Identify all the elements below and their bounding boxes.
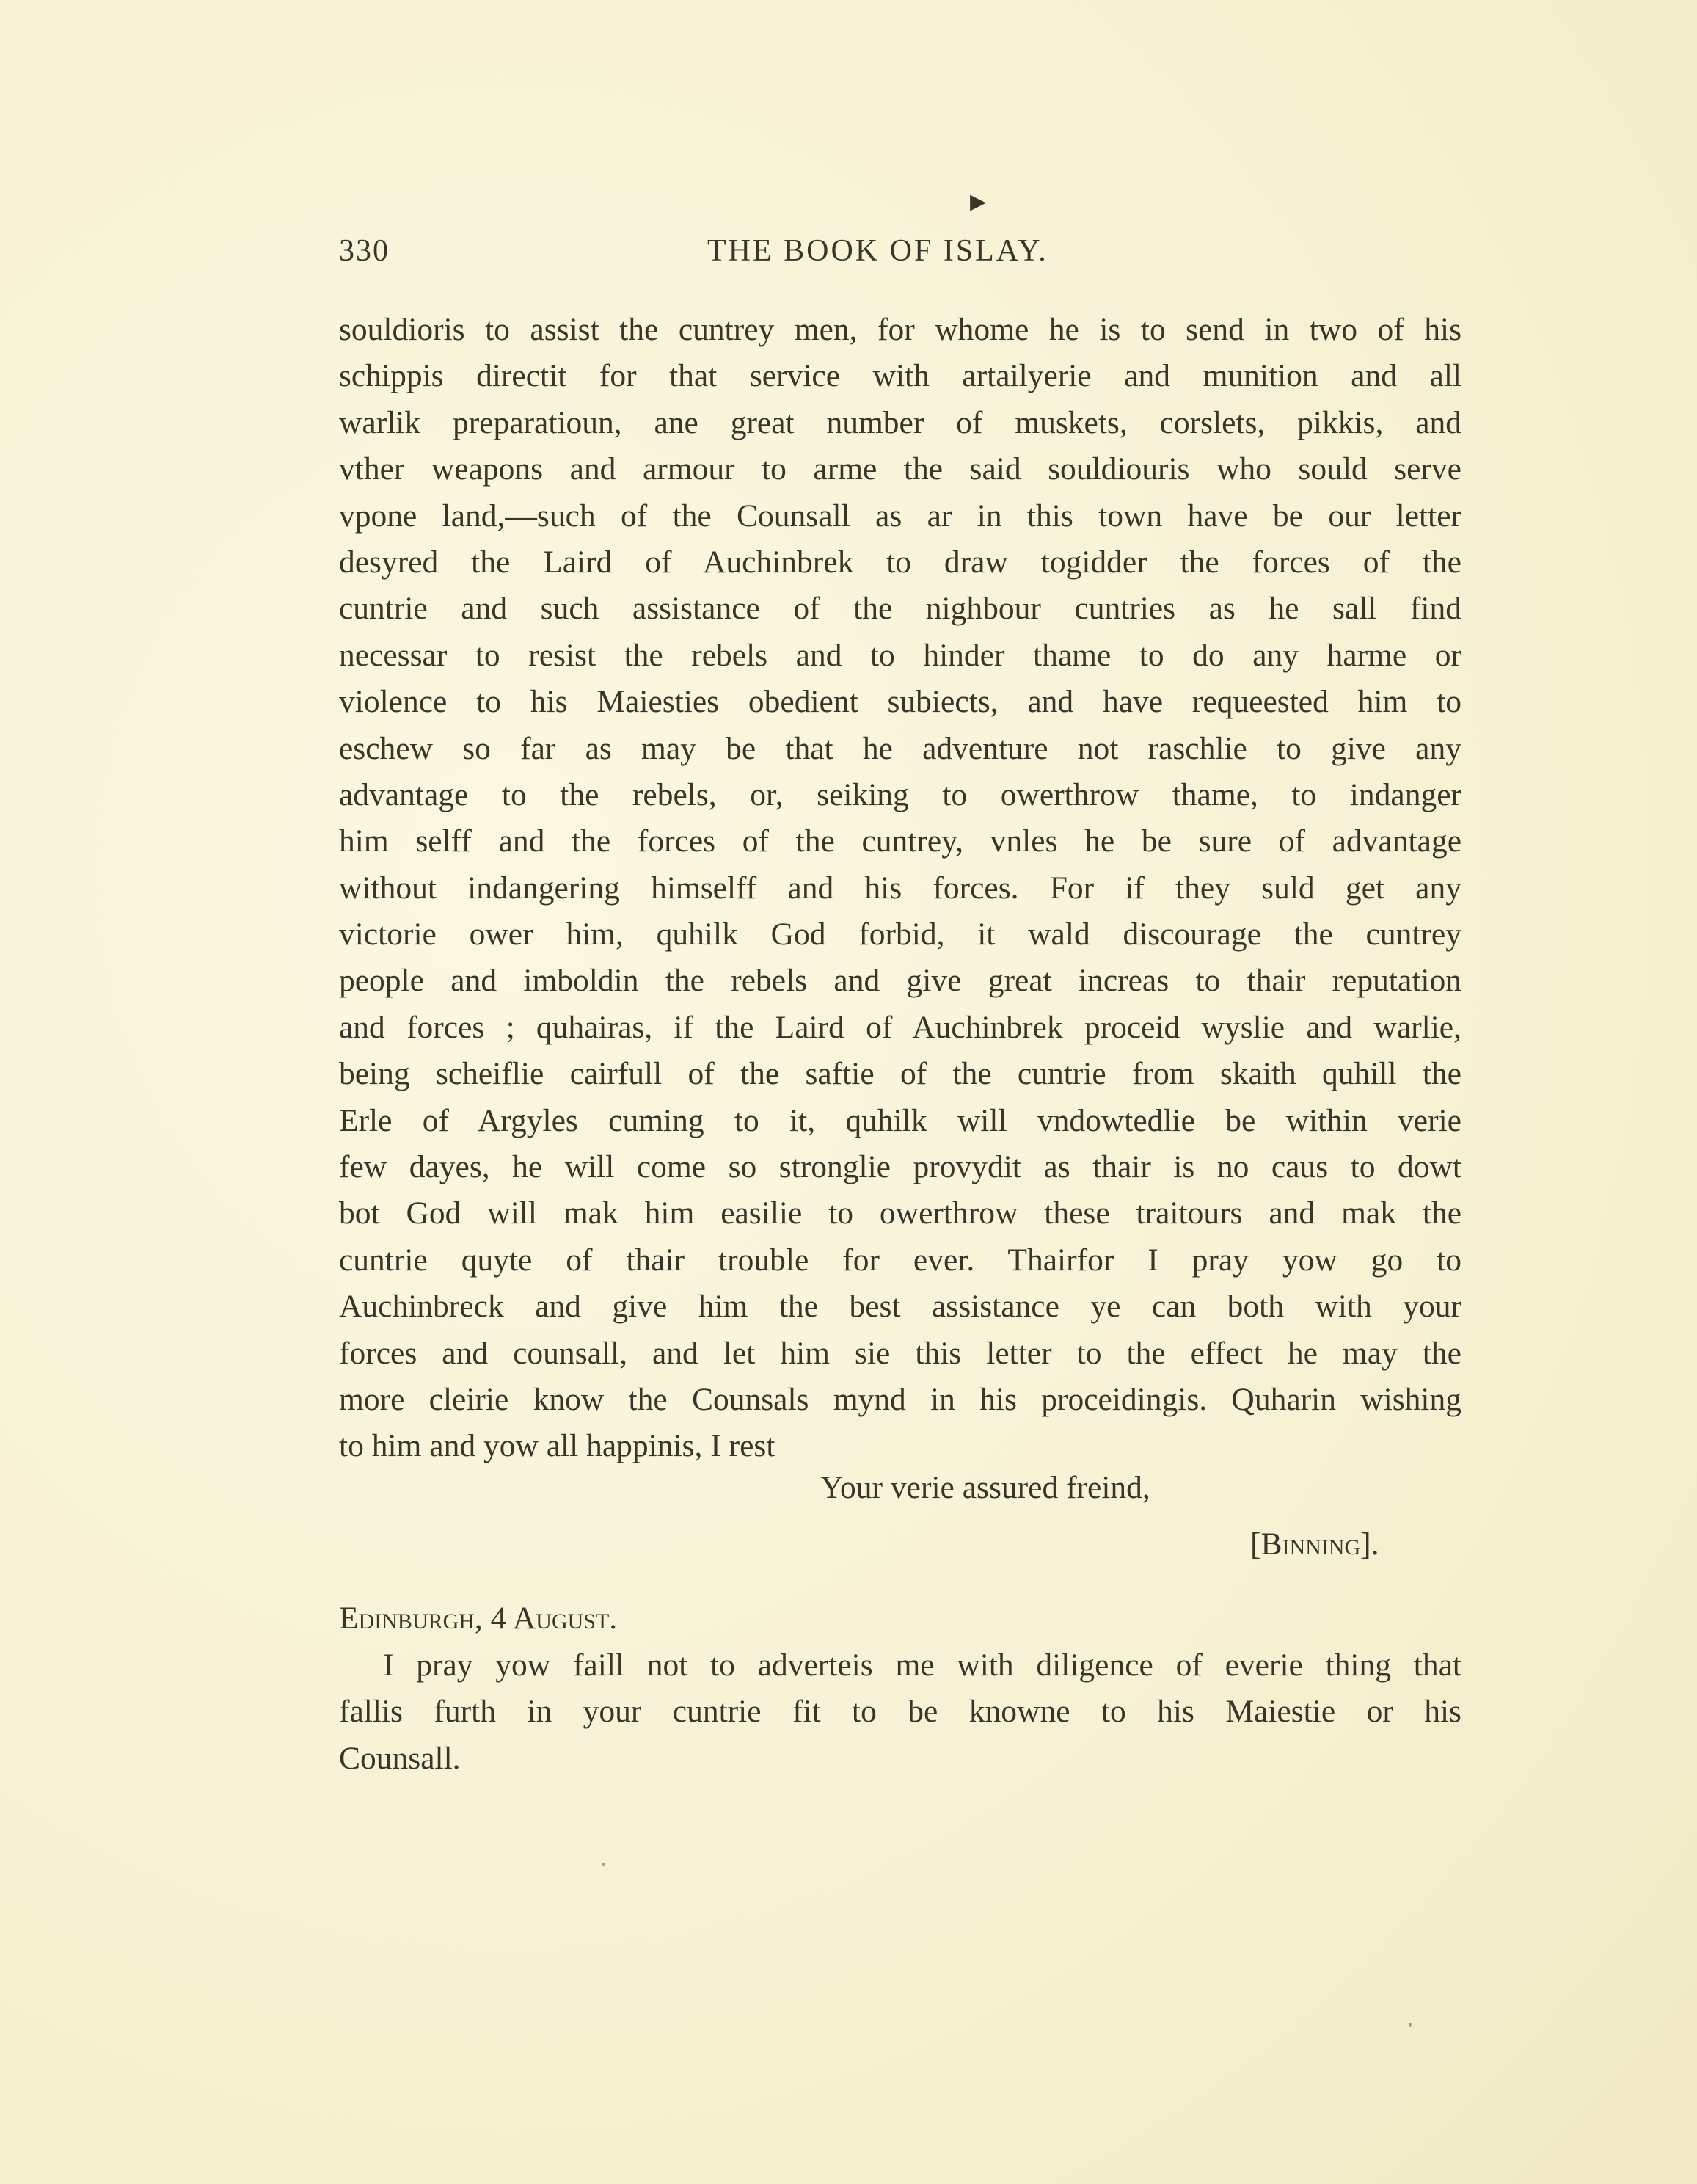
text-line: violence to his Maiesties obedient subiects, and have requeested him to [339, 684, 1461, 720]
text-line: Counsall. [339, 1740, 461, 1776]
text-line: and forces ; quhairas, if the Laird of Auchinbrek proceid wyslie and warlie, [339, 1009, 1461, 1045]
text-line: necessar to resist the rebels and to hinder thame to do any harme or [339, 637, 1461, 673]
text-line: Auchinbreck and give him the best assistance ye can both with your [339, 1289, 1461, 1325]
text-line: I pray yow faill not to adverteis me with diligence of everie thing that [383, 1648, 1461, 1683]
paper-speck [1409, 2023, 1412, 2027]
text-line: warlik preparatioun, ane great number of muskets, corslets, pikkis, and [339, 404, 1461, 440]
text-line: being scheiflie cairfull of the saftie of the cuntrie from skaith quhill the [339, 1056, 1461, 1092]
text-line: fallis furth in your cuntrie fit to be knowne to his Maiestie or his [339, 1694, 1461, 1730]
text-line: advantage to the rebels, or, seiking to owerthrow thame, to indanger [339, 776, 1461, 812]
running-head [339, 229, 1073, 273]
page-number: 330 [339, 234, 390, 268]
letter-closing: Your verie assured freind, [820, 1470, 1150, 1505]
text-line: to him and yow all happinis, I rest [339, 1428, 775, 1464]
letter-body [339, 307, 1461, 1470]
text-line: forces and counsall, and let him sie this letter to the effect he may the [339, 1335, 1461, 1371]
text-line: desyred the Laird of Auchinbrek to draw togidder the forces of the [339, 544, 1461, 580]
text-line: vther weapons and armour to arme the said souldiouris who sould serve [339, 451, 1461, 487]
text-line: more cleirie know the Counsals mynd in his proceidingis. Quharin wishing [339, 1381, 1461, 1417]
text-line: cuntrie and such assistance of the nighbour cuntries as he sall find [339, 591, 1461, 627]
text-line: cuntrie quyte of thair trouble for ever. Thairfor I pray yow go to [339, 1242, 1461, 1278]
printer-mark: ▸ [970, 183, 987, 219]
letter-signature: [Binning]. [1250, 1526, 1379, 1562]
text-line: without indangering himselff and his forces. For if they suld get any [339, 870, 1461, 906]
running-title: THE BOOK OF ISLAY. [707, 234, 1048, 268]
text-line: few dayes, he will come so stronglie provydit as thair is no caus to dowt [339, 1149, 1461, 1185]
postscript [339, 1642, 1461, 1782]
text-line: eschew so far as may be that he adventure not raschlie to give any [339, 730, 1461, 766]
text-line: people and imboldin the rebels and give great increas to thair reputation [339, 963, 1461, 999]
text-line: Erle of Argyles cuming to it, quhilk will vndowtedlie be within verie [339, 1102, 1461, 1138]
text-line: schippis directit for that service with artailyerie and munition and all [339, 358, 1461, 394]
text-line: bot God will mak him easilie to owerthrow these traitours and mak the [339, 1195, 1461, 1231]
text-line: vpone land,—such of the Counsall as ar in this town have be our letter [339, 498, 1461, 534]
text-line: him selff and the forces of the cuntrey, vnles he be sure of advantage [339, 823, 1461, 859]
dateline: Edinburgh, 4 August. [339, 1601, 618, 1636]
text-line: souldioris to assist the cuntrey men, for whome he is to send in two of his [339, 312, 1461, 347]
text-line: victorie ower him, quhilk God forbid, it wald discourage the cuntrey [339, 917, 1461, 953]
paper-speck [602, 1863, 605, 1866]
